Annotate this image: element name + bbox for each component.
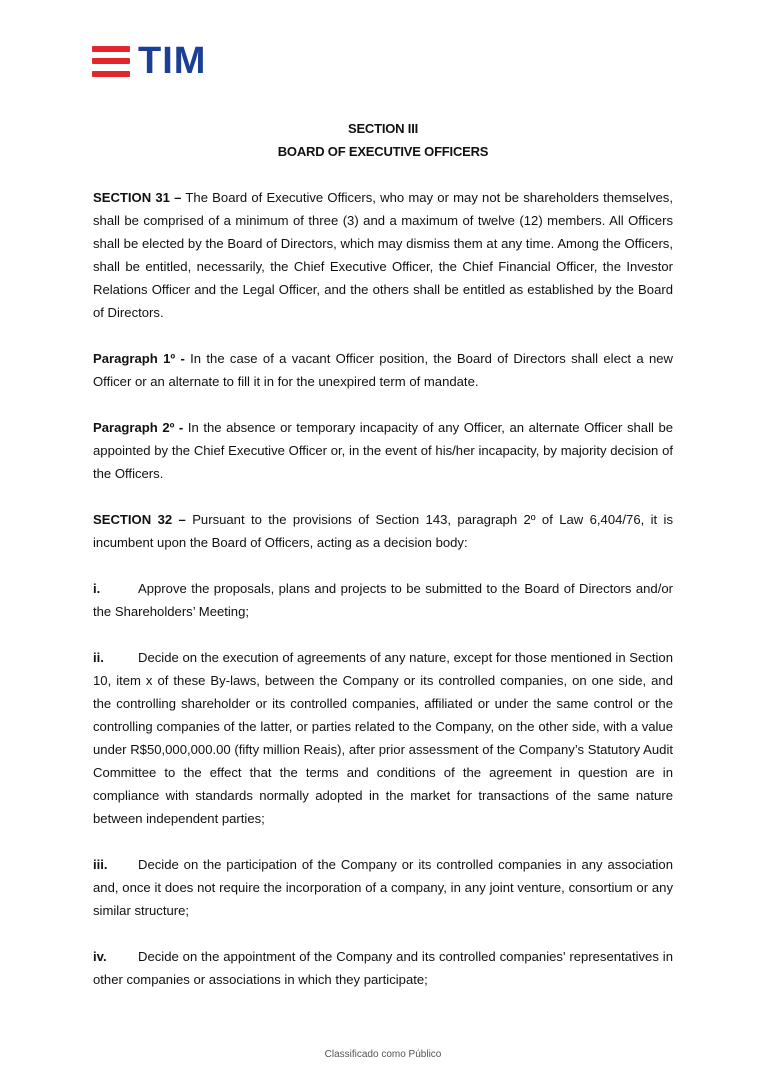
list-item-number: ii. — [93, 650, 104, 665]
paragraph-1-label: Paragraph 1º - — [93, 351, 185, 366]
document-body — [93, 117, 673, 991]
paragraph-2-label: Paragraph 2º - — [93, 420, 184, 435]
section-subtitle: BOARD OF EXECUTIVE OFFICERS — [277, 144, 489, 159]
list-item-iv — [93, 945, 673, 991]
paragraph-1 — [93, 347, 673, 393]
logo-text: TIM — [138, 40, 207, 82]
classification-footer: Classificado como Público — [324, 1049, 442, 1060]
section-32-label: SECTION 32 – — [93, 512, 186, 527]
section-32-text: Pursuant to the provisions of Section 143, paragraph 2º of Law 6,404/76, it is incumbent upon the Board of Officers, acting as a decision body: — [93, 512, 673, 550]
paragraph-2 — [93, 416, 673, 485]
section-32 — [93, 508, 673, 554]
paragraph-2-text: In the absence or temporary incapacity of any Officer, an alternate Officer shall be appointed by the Chief Executive Officer or, in the event of his/her incapacity, by majority decision of the Officers. — [93, 420, 674, 481]
list-item-text: Decide on the appointment of the Company and its controlled companies' representatives in other companies or associations in which they participate; — [93, 949, 673, 987]
section-title: SECTION III — [347, 121, 419, 136]
paragraph-1-text: In the case of a vacant Officer position, the Board of Directors shall elect a new Officer or an alternate to fill it in for the unexpired term of mandate. — [93, 351, 673, 389]
tim-logo — [92, 40, 207, 82]
list-item-text: Decide on the execution of agreements of any nature, except for those mentioned in Section 10, item x of these By-laws, between the Company or its controlled companies, on one side, and the controlling shareholder or its controlled companies, affiliated or under the same control or the controlling companies of the latter, or parties related to the Company, on the other side, with a value under R$50,000,000.00 (fifty million Reais), after prior assessment of the Company’s Statutory Audit Committee to the effect that the terms and conditions of the agreement in question are in compliance with standards normally adopted in the market for transactions of the same nature between independent parties; — [93, 650, 673, 826]
section-31-text: The Board of Executive Officers, who may or may not be shareholders themselves, shall be comprised of a minimum of three (3) and a maximum of twelve (12) members. All Officers shall be elected by the Board of Directors, which may dismiss them at any time. Among the Officers, shall be entitled, necessarily, the Chief Executive Officer, the Chief Financial Officer, the Investor Relations Officer and the Legal Officer, and the others shall be entitled as established by the Board of Directors. — [93, 190, 673, 320]
section-31-label: SECTION 31 – — [93, 190, 182, 205]
section-31 — [93, 186, 673, 324]
tim-logo-icon — [92, 46, 130, 77]
list-item-text: Decide on the participation of the Company or its controlled companies in any association and, once it does not require the incorporation of a company, in any joint venture, consortium or any similar structure; — [93, 857, 673, 918]
list-item-ii — [93, 646, 673, 830]
list-item-number: iv. — [93, 949, 107, 964]
list-item-iii — [93, 853, 673, 922]
list-item-i — [93, 577, 673, 623]
list-item-number: i. — [93, 581, 101, 596]
list-item-text: Approve the proposals, plans and projects to be submitted to the Board of Directors and/or the Shareholders’ Meeting; — [93, 581, 673, 619]
list-item-number: iii. — [93, 857, 108, 872]
